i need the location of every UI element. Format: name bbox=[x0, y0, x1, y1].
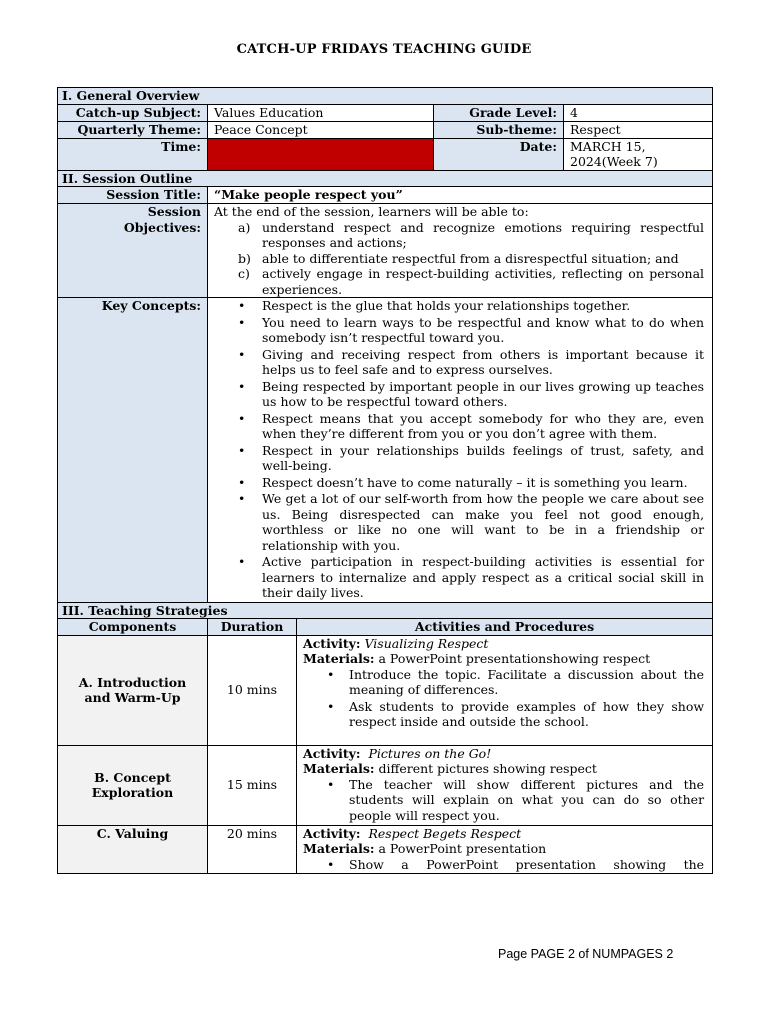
duration-cell: 20 mins bbox=[208, 825, 297, 874]
materials-label: Materials: bbox=[303, 841, 375, 856]
objectives-label-line-1: Session bbox=[147, 204, 201, 219]
materials-label: Materials: bbox=[303, 761, 375, 776]
theme-value: Peace Concept bbox=[208, 121, 434, 138]
subject-value: Values Education bbox=[208, 104, 434, 121]
objective-text: understand respect and recognize emotions requiring respectful responses and actions; bbox=[262, 219, 705, 250]
materials-line bbox=[303, 651, 704, 667]
activity-line bbox=[303, 746, 704, 762]
key-concepts-list bbox=[214, 298, 704, 601]
bullet-icon: • bbox=[238, 442, 246, 458]
concept-text: Respect in your relationships builds feelings of trust, safety, and well-being. bbox=[262, 442, 705, 473]
materials-label: Materials: bbox=[303, 651, 375, 666]
procedure-text: Show a PowerPoint presentation showing the bbox=[349, 856, 705, 872]
bullet-icon: • bbox=[327, 776, 335, 792]
activity-cell bbox=[297, 745, 713, 825]
concept-text: Respect doesn’t have to come naturally – it is something you learn. bbox=[262, 474, 688, 490]
materials-value: a PowerPoint presentationshowing respect bbox=[378, 651, 651, 666]
theme-label: Quarterly Theme: bbox=[58, 121, 208, 138]
objectives-label bbox=[58, 204, 208, 298]
concept-item bbox=[214, 411, 704, 442]
bullet-icon: • bbox=[238, 410, 246, 426]
concept-item bbox=[214, 554, 704, 601]
objective-marker: b) bbox=[238, 250, 251, 266]
bullet-icon: • bbox=[238, 378, 246, 394]
materials-line bbox=[303, 841, 704, 857]
activity-name: Visualizing Respect bbox=[364, 635, 489, 651]
grade-value: 4 bbox=[564, 104, 713, 121]
time-label: Time: bbox=[58, 138, 208, 170]
bullet-icon: • bbox=[327, 666, 335, 682]
activity-line bbox=[303, 636, 704, 652]
procedure-text: Ask students to provide examples of how they show respect inside and outside the school. bbox=[349, 698, 705, 729]
procedure-text: The teacher will show different pictures and the students will explain on what you can do so other people will respect you. bbox=[349, 776, 705, 823]
duration-cell: 10 mins bbox=[208, 635, 297, 745]
procedure-item bbox=[303, 699, 704, 730]
objective-item bbox=[214, 266, 704, 297]
bullet-icon: • bbox=[238, 474, 246, 490]
materials-value: a PowerPoint presentation bbox=[378, 841, 547, 856]
bullet-icon: • bbox=[238, 298, 246, 313]
component-cell bbox=[58, 635, 208, 745]
concept-text: Giving and receiving respect from others is important because it helps us to feel safe and to express ourselves. bbox=[262, 346, 705, 377]
concept-text: Respect means that you accept somebody for who they are, even when they’re different from you or you don’t agree with them. bbox=[262, 410, 705, 441]
concept-text: Being respected by important people in our lives growing up teaches us how to be respectful toward others. bbox=[262, 378, 705, 409]
bullet-icon: • bbox=[327, 856, 335, 872]
objective-text: actively engage in respect-building activities, reflecting on personal experiences. bbox=[262, 266, 705, 297]
component-cell bbox=[58, 745, 208, 825]
component-name-line-2: Exploration bbox=[91, 785, 174, 800]
concept-text: You need to learn ways to be respectful and know what to do when somebody isn’t respectful toward you. bbox=[262, 314, 705, 345]
activity-line bbox=[303, 826, 704, 842]
procedure-list bbox=[303, 667, 704, 730]
component-name-line-1: A. Introduction bbox=[78, 674, 187, 690]
duration-cell: 15 mins bbox=[208, 745, 297, 825]
activity-label: Activity: bbox=[303, 635, 361, 651]
procedure-text: Introduce the topic. Facilitate a discussion about the meaning of differences. bbox=[349, 666, 705, 697]
column-header-duration: Duration bbox=[208, 619, 297, 636]
activity-cell bbox=[297, 825, 713, 874]
component-name-line-1: B. Concept bbox=[94, 769, 171, 785]
column-header-components: Components bbox=[58, 619, 208, 636]
component-name-line-2: and Warm-Up bbox=[84, 690, 181, 705]
page-title: CATCH-UP FRIDAYS TEACHING GUIDE bbox=[236, 42, 532, 57]
procedure-list bbox=[303, 857, 704, 873]
bullet-icon: • bbox=[238, 554, 246, 569]
bullet-icon: • bbox=[327, 698, 335, 714]
component-name-line-1: C. Valuing bbox=[96, 825, 169, 841]
key-concepts-content bbox=[208, 298, 713, 603]
procedure-item bbox=[303, 777, 704, 824]
date-value bbox=[564, 138, 713, 170]
column-header-activities: Activities and Procedures bbox=[297, 619, 713, 636]
section-teaching-strategies: III. Teaching Strategies bbox=[58, 602, 713, 619]
key-concepts-label: Key Concepts: bbox=[58, 298, 208, 603]
objectives-label-line-2: Objectives: bbox=[123, 219, 201, 235]
date-line-2: 2024(Week 7) bbox=[570, 154, 658, 169]
concept-item bbox=[214, 347, 704, 378]
component-cell bbox=[58, 825, 208, 874]
activity-cell bbox=[297, 635, 713, 745]
subtheme-label: Sub-theme: bbox=[434, 121, 564, 138]
materials-value: different pictures showing respect bbox=[378, 761, 597, 776]
objective-text: able to differentiate respectful from a disrespectful situation; and bbox=[262, 250, 679, 266]
teaching-guide-table bbox=[57, 87, 713, 874]
grade-label: Grade Level: bbox=[434, 104, 564, 121]
section-general-overview: I. General Overview bbox=[58, 88, 713, 105]
concept-item bbox=[214, 379, 704, 410]
procedure-item bbox=[303, 667, 704, 698]
date-line-1: MARCH 15, bbox=[570, 138, 646, 154]
objective-item bbox=[214, 220, 704, 251]
procedure-list bbox=[303, 777, 704, 824]
concept-item bbox=[214, 491, 704, 553]
concept-text: Active participation in respect-building activities is essential for learners to internalize and apply respect as a critical social skill in their daily lives. bbox=[262, 554, 705, 600]
bullet-icon: • bbox=[238, 491, 246, 506]
procedure-item bbox=[303, 857, 704, 873]
objectives-list bbox=[214, 220, 704, 298]
subject-label: Catch-up Subject: bbox=[58, 104, 208, 121]
activity-label: Activity: bbox=[303, 745, 361, 761]
subtheme-value: Respect bbox=[564, 121, 713, 138]
objective-marker: c) bbox=[238, 266, 250, 281]
activity-label: Activity: bbox=[303, 825, 361, 841]
bullet-icon: • bbox=[238, 314, 246, 330]
concept-item bbox=[214, 475, 704, 491]
objectives-intro: At the end of the session, learners will be able to: bbox=[214, 204, 529, 219]
concept-text: Respect is the glue that holds your relationships together. bbox=[262, 298, 631, 313]
concept-item bbox=[214, 443, 704, 474]
time-value bbox=[208, 138, 434, 170]
section-session-outline: II. Session Outline bbox=[58, 170, 713, 187]
activity-name: Respect Begets Respect bbox=[368, 825, 522, 841]
concept-item bbox=[214, 298, 704, 314]
page-footer: Page PAGE 2 of NUMPAGES 2 bbox=[498, 947, 674, 961]
objective-marker: a) bbox=[238, 219, 251, 235]
materials-line bbox=[303, 761, 704, 777]
objective-item bbox=[214, 251, 704, 267]
objectives-content bbox=[208, 204, 713, 298]
concept-text: We get a lot of our self-worth from how the people we care about see us. Being disrespected can make you feel not good enough, worthless or like no one will want to be in a friendship or relationship with you. bbox=[262, 491, 705, 553]
session-title-value: “Make people respect you” bbox=[208, 187, 713, 204]
concept-item bbox=[214, 315, 704, 346]
activity-name: Pictures on the Go! bbox=[368, 745, 492, 761]
session-title-label: Session Title: bbox=[58, 187, 208, 204]
date-label: Date: bbox=[434, 138, 564, 170]
bullet-icon: • bbox=[238, 346, 246, 362]
